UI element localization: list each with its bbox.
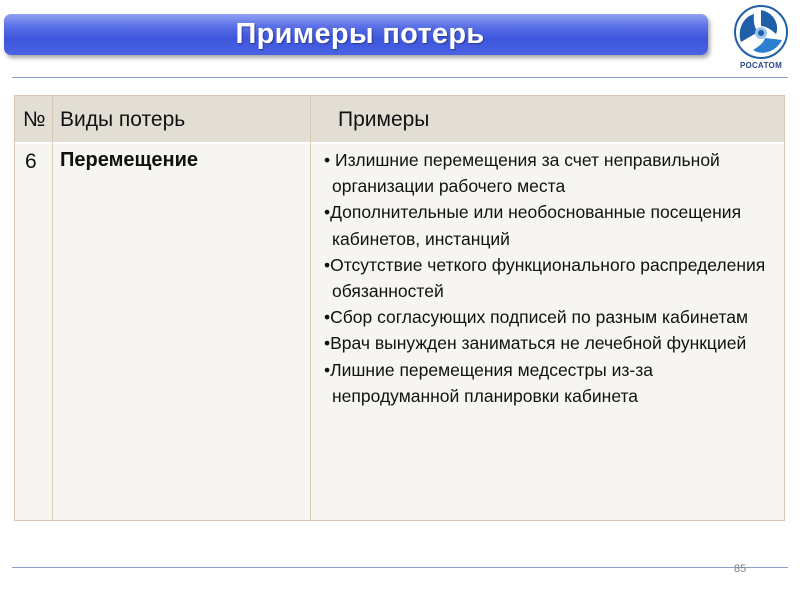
slide-title: Примеры потерь — [235, 18, 485, 50]
bottom-divider — [12, 567, 788, 568]
header-type: Виды потерь — [60, 108, 186, 131]
list-item: •Отсутствие четкого функционального распределения обязанностей — [324, 254, 766, 302]
header-number: № — [23, 108, 46, 131]
list-item: •Лишние перемещения медсестры из-за непродуманной планировки кабинета — [324, 359, 654, 406]
row-number: 6 — [25, 150, 37, 173]
list-item: •Дополнительные или необоснованные посещения кабинетов, инстанций — [324, 202, 742, 249]
column-divider — [52, 96, 53, 520]
column-divider — [310, 96, 311, 520]
list-item: •Врач вынужден заниматься не лечебной функцией — [324, 333, 747, 354]
rosatom-logo — [728, 4, 794, 74]
title-bar — [4, 14, 708, 55]
row-loss-type: Перемещение — [60, 149, 198, 171]
page-number: 85 — [734, 563, 747, 575]
header-examples: Примеры — [338, 108, 430, 131]
list-item: •Сбор согласующих подписей по разным кабинетам — [324, 307, 749, 328]
examples-list — [324, 147, 779, 409]
list-item: • Излишние перемещения за счет неправильной организации рабочего места — [324, 150, 720, 197]
rosatom-logo-icon — [728, 4, 794, 60]
top-divider — [12, 77, 788, 78]
logo-label: РОСАТОМ — [739, 61, 783, 70]
